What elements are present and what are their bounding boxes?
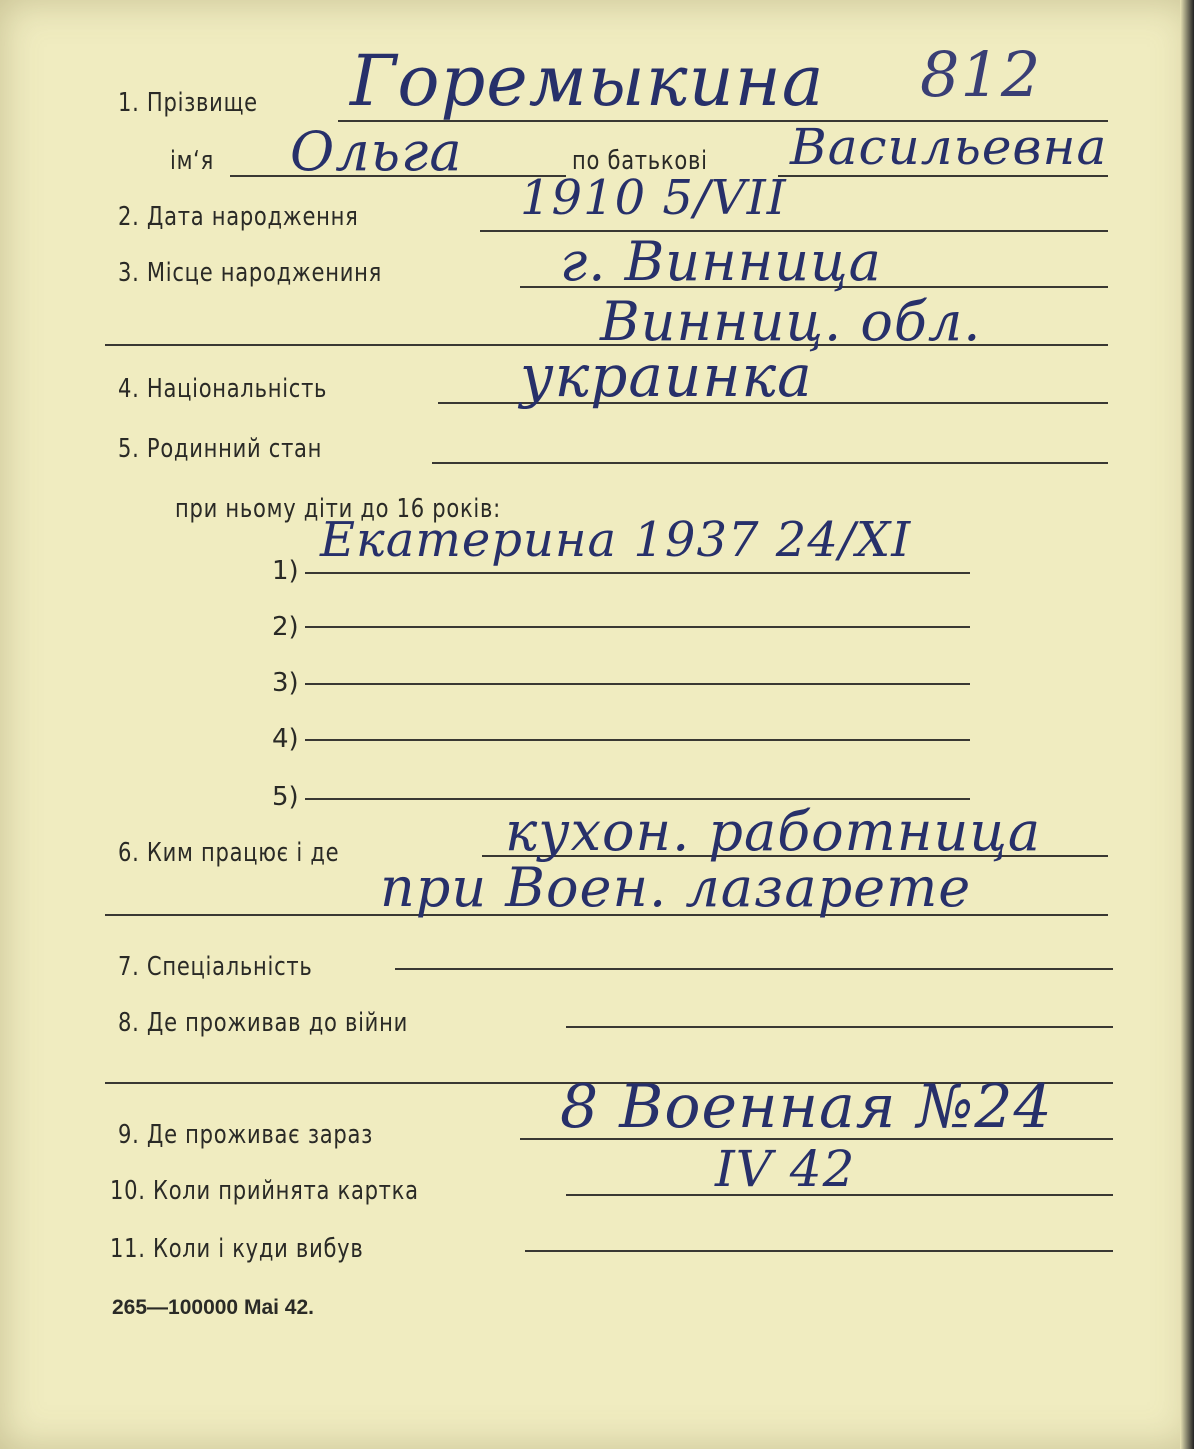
child-3-line (305, 683, 970, 685)
child-4-line (305, 739, 970, 741)
child-1-number: 1) (272, 556, 299, 586)
specialty-label: 7. Спеціальність (118, 952, 313, 982)
first-name-value: Ольга (290, 120, 463, 183)
birth-place-label: 3. Місце народжениня (118, 258, 382, 288)
card-number: 812 (920, 38, 1042, 111)
child-2-number: 2) (272, 612, 299, 642)
child-1-line (305, 572, 970, 574)
patronymic-value: Васильевна (790, 118, 1108, 176)
work-value-2: при Воен. лазарете (380, 856, 972, 919)
birth-date-value: 1910 5/VII (520, 170, 787, 226)
departed-line (525, 1250, 1113, 1252)
current-residence-label: 9. Де проживає зараз (118, 1120, 374, 1150)
page-edge-shadow (1180, 0, 1194, 1449)
current-residence-value: 8 Военная №24 (560, 1072, 1053, 1142)
print-run-footer: 265—100000 Mai 42. (112, 1296, 314, 1319)
nationality-value: украинка (520, 342, 813, 410)
card-accepted-label: 10. Коли прийнята картка (110, 1176, 419, 1206)
child-3-number: 3) (272, 668, 299, 698)
specialty-line (395, 968, 1113, 970)
patronymic-label: по батькові (572, 146, 708, 176)
departed-label: 11. Коли і куди вибув (110, 1234, 364, 1264)
child-4-number: 4) (272, 724, 299, 754)
surname-value: Горемыкина (350, 40, 825, 122)
nationality-label: 4. Національність (118, 374, 328, 404)
prewar-residence-line (566, 1026, 1113, 1028)
child-1-value: Екатерина 1937 24/XI (320, 512, 912, 568)
marital-status-label: 5. Родинний стан (118, 434, 323, 464)
birth-place-value-1: г. Винница (560, 230, 882, 293)
marital-status-line (432, 462, 1108, 464)
birth-place-value-2: Винниц. обл. (600, 290, 982, 353)
child-2-line (305, 626, 970, 628)
prewar-residence-label: 8. Де проживав до війни (118, 1008, 408, 1038)
surname-label: 1. Прізвище (118, 88, 258, 118)
work-value-1: кухон. работница (505, 800, 1042, 863)
card-accepted-value: IV 42 (715, 1140, 856, 1198)
children-label: при ньому діти до 16 років: (175, 494, 501, 524)
first-name-label: ім‘я (170, 146, 214, 176)
child-5-number: 5) (272, 782, 299, 812)
birth-date-label: 2. Дата народження (118, 202, 359, 232)
work-label: 6. Ким працює і де (118, 838, 340, 868)
